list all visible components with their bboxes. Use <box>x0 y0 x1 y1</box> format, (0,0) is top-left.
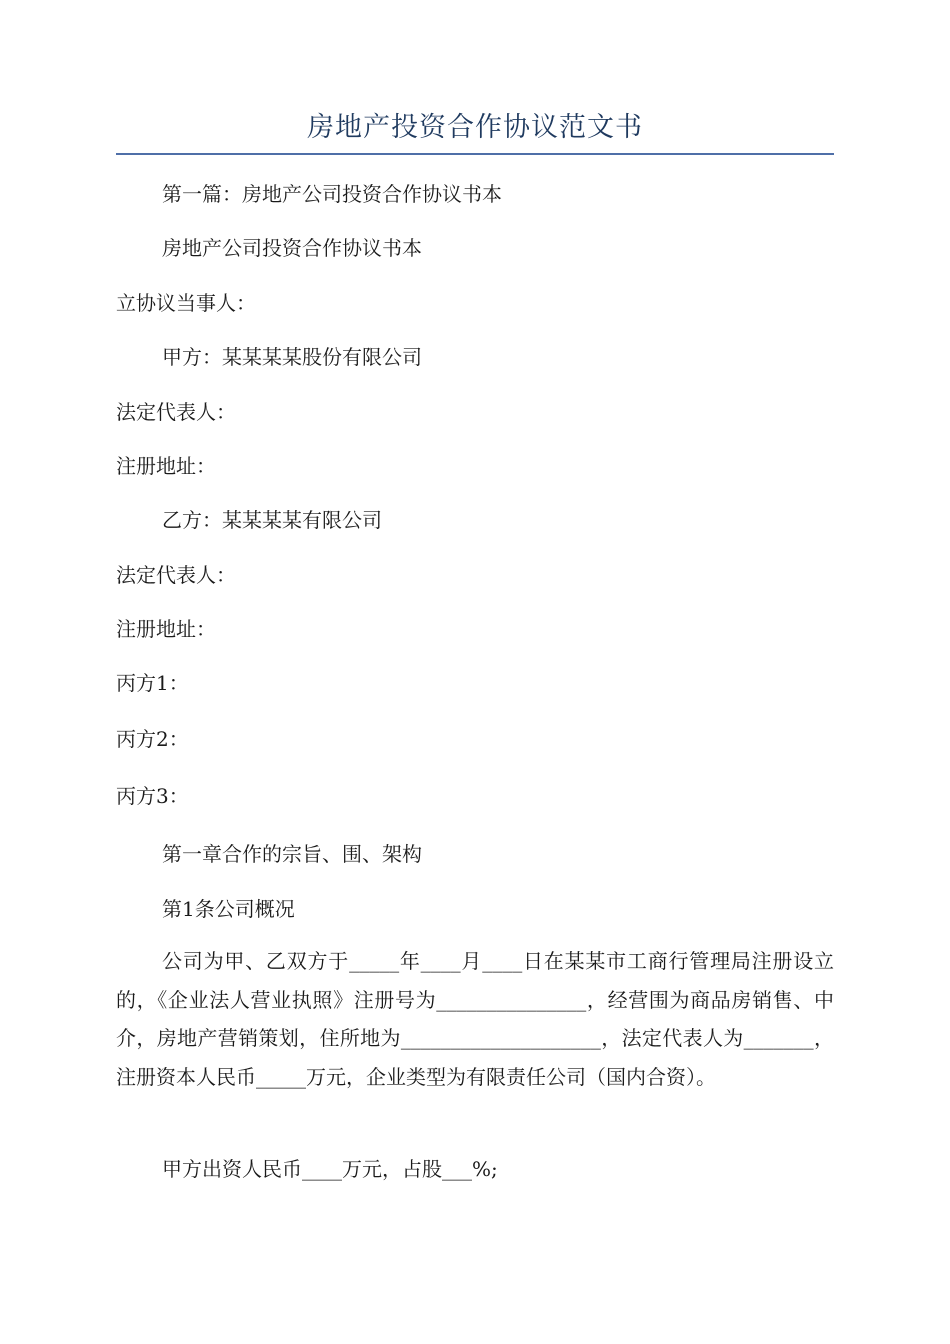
document-title: 房地产投资合作协议范文书 <box>307 112 643 143</box>
party-b-legal-rep: 法定代表人： <box>116 563 236 587</box>
article-one-heading: 第1条公司概况 <box>162 897 295 921</box>
party-a: 甲方：某某某某股份有限公司 <box>162 345 422 369</box>
party-c-1: 丙方1： <box>116 671 189 695</box>
party-b-address: 注册地址： <box>116 617 216 641</box>
parties-label: 立协议当事人： <box>116 291 256 315</box>
party-c-3: 丙方3： <box>116 784 189 808</box>
agreement-subtitle: 房地产公司投资合作协议书本 <box>162 236 422 260</box>
party-c-2: 丙方2： <box>116 727 189 751</box>
party-b: 乙方：某某某某有限公司 <box>162 508 382 532</box>
company-overview-paragraph: 公司为甲、乙双方于_____年____月____日在某某市工商行管理局注册设立的，《企业法人营业执照》注册号为_______________，经营围为商品房销售、中介，房地产营销策划，住所地为____________________，法定代表人为_______，注册资本人民币_____万元，企业类型为有限责任公司（国内合资）。 <box>116 949 834 1089</box>
title-underline <box>116 153 834 155</box>
party-a-investment-paragraph: 甲方出资人民币____万元，占股___%; <box>162 1157 498 1181</box>
party-a-legal-rep: 法定代表人： <box>116 400 236 424</box>
party-a-address: 注册地址： <box>116 454 216 478</box>
chapter-heading: 第一篇：房地产公司投资合作协议书本 <box>162 182 502 206</box>
chapter-one-heading: 第一章合作的宗旨、围、架构 <box>162 842 422 866</box>
